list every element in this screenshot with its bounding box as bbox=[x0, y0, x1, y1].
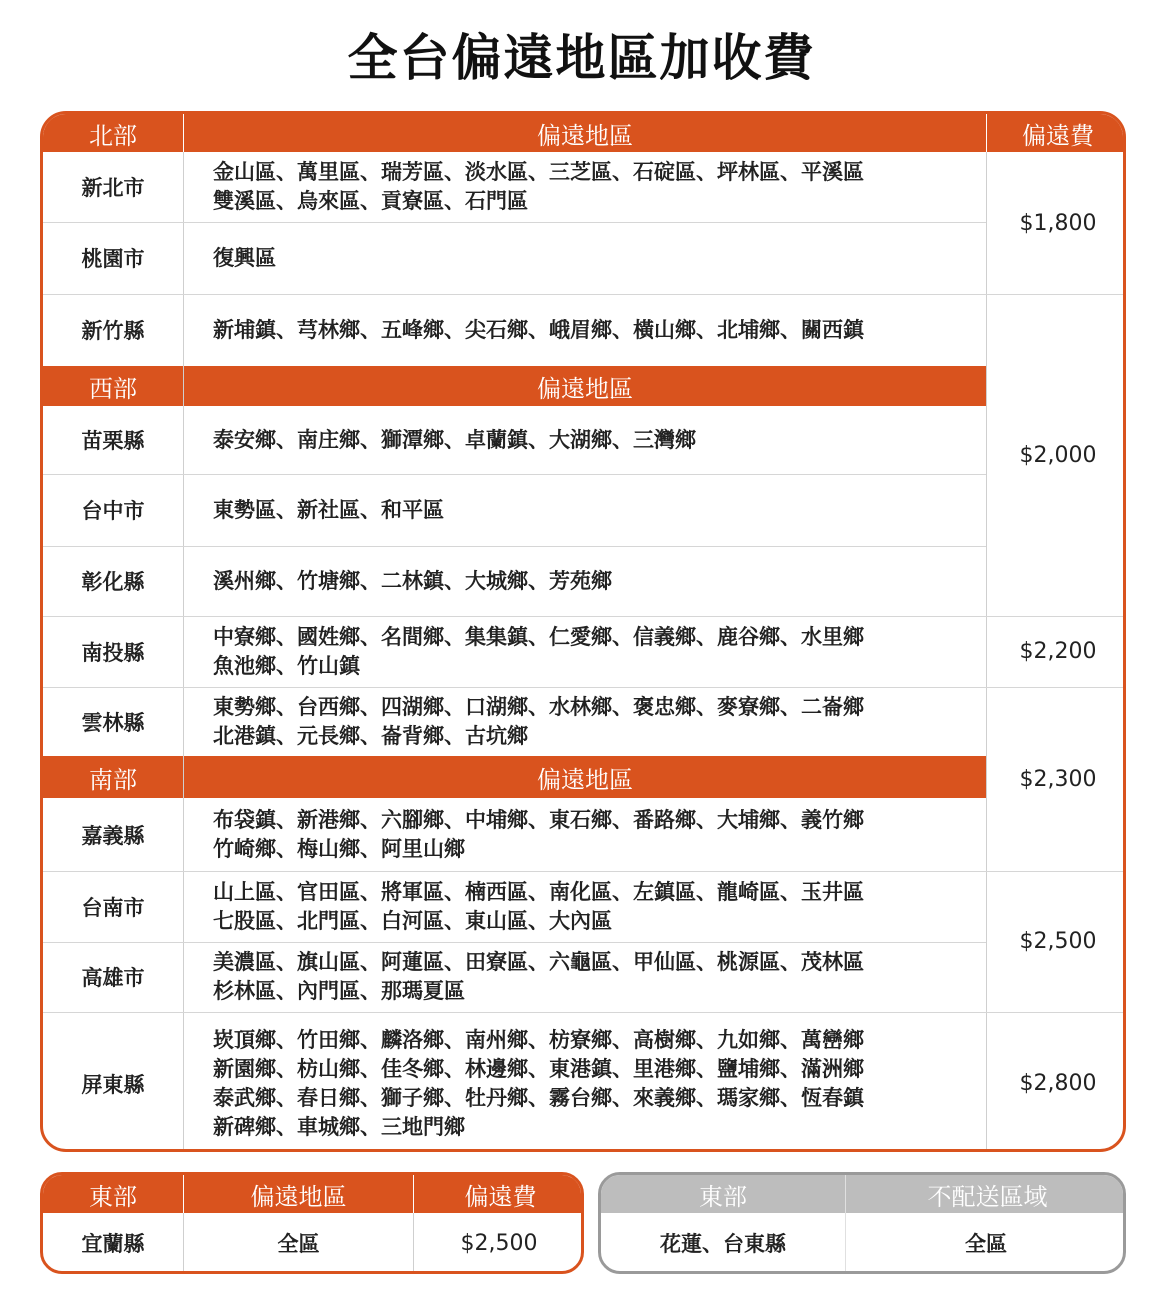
east-header-fee-label: 偏遠費 bbox=[464, 1182, 537, 1211]
nodelivery-header-region bbox=[601, 1175, 845, 1213]
no-delivery-table bbox=[598, 1172, 1126, 1274]
area-line: 崁頂鄉、竹田鄉、麟洛鄉、南州鄉、枋寮鄉、高樹鄉、九如鄉、萬巒鄉 bbox=[213, 1027, 864, 1052]
area-line: 北港鎮、元長鄉、崙背鄉、古坑鄉 bbox=[213, 723, 528, 748]
header-remote-area bbox=[184, 114, 986, 152]
area-line: 美濃區、旗山區、阿蓮區、田寮區、六龜區、甲仙區、桃源區、茂林區 bbox=[213, 950, 864, 974]
row-city: 台南市 bbox=[81, 895, 145, 920]
area-line: 魚池鄉、竹山鎮 bbox=[213, 653, 360, 678]
east-header-area bbox=[184, 1175, 413, 1213]
fee-value: $2,000 bbox=[1019, 442, 1097, 468]
header-south bbox=[43, 756, 183, 798]
area-line: 新園鄉、枋山鄉、佳冬鄉、林邊鄉、東港鎮、里港鄉、鹽埔鄉、滿洲鄉 bbox=[213, 1056, 864, 1081]
row-areas bbox=[213, 294, 993, 366]
nodelivery-header-zone bbox=[846, 1175, 1126, 1213]
area-line: 山上區、官田區、將軍區、楠西區、南化區、左鎮區、龍崎區、玉井區 bbox=[213, 879, 864, 904]
east-header-region-label: 東部 bbox=[89, 1182, 137, 1211]
row-areas bbox=[213, 546, 993, 616]
header-west-remote-area bbox=[184, 366, 986, 406]
header-fee-label: 偏遠費 bbox=[1022, 121, 1094, 150]
area-line: 新碑鄉、車城鄉、三地門鄉 bbox=[213, 1114, 465, 1139]
header-south-remote-area bbox=[184, 756, 986, 798]
east-city: 宜蘭縣 bbox=[81, 1232, 145, 1256]
row-city: 彰化縣 bbox=[81, 570, 145, 594]
area-line: 布袋鎮、新港鄉、六腳鄉、中埔鄉、東石鄉、番路鄉、大埔鄉、義竹鄉 bbox=[213, 807, 864, 832]
row-areas bbox=[213, 406, 993, 474]
header-west bbox=[43, 366, 183, 406]
area-line: 泰安鄉、南庄鄉、獅潭鄉、卓蘭鎮、大湖鄉、三灣鄉 bbox=[213, 427, 696, 452]
east-header-fee bbox=[414, 1175, 584, 1213]
header-remote-area-label: 偏遠地區 bbox=[537, 121, 633, 150]
row-city: 台中市 bbox=[81, 499, 145, 523]
page-title: 全台偏遠地區加收費 bbox=[347, 29, 816, 87]
row-city: 桃園市 bbox=[81, 247, 145, 271]
fee-value: $2,200 bbox=[1019, 639, 1097, 664]
row-city: 嘉義縣 bbox=[81, 823, 145, 848]
area-line: 中寮鄉、國姓鄉、名間鄉、集集鎮、仁愛鄉、信義鄉、鹿谷鄉、水里鄉 bbox=[213, 624, 864, 649]
area-line: 溪州鄉、竹塘鄉、二林鎮、大城鄉、芳苑鄉 bbox=[213, 568, 612, 593]
area-line: 金山區、萬里區、瑞芳區、淡水區、三芝區、石碇區、坪林區、平溪區 bbox=[213, 160, 864, 184]
row-areas bbox=[213, 1012, 993, 1152]
area-line: 東勢區、新社區、和平區 bbox=[213, 497, 444, 522]
east-header-area-label: 偏遠地區 bbox=[250, 1182, 347, 1211]
row-areas bbox=[213, 798, 993, 871]
east-area: 全區 bbox=[277, 1232, 320, 1256]
nodelivery-header-region-label: 東部 bbox=[699, 1182, 747, 1211]
area-line: 東勢鄉、台西鄉、四湖鄉、口湖鄉、水林鄉、褒忠鄉、麥寮鄉、二崙鄉 bbox=[213, 694, 864, 719]
row-areas bbox=[213, 222, 993, 294]
row-city: 屏東縣 bbox=[81, 1072, 145, 1097]
divider bbox=[183, 152, 184, 1152]
area-line: 復興區 bbox=[213, 245, 276, 270]
area-line: 杉林區、內門區、那瑪夏區 bbox=[213, 979, 465, 1003]
header-north bbox=[43, 114, 183, 152]
row-city: 新北市 bbox=[81, 176, 145, 200]
row-city: 苗栗縣 bbox=[81, 429, 145, 453]
row-areas bbox=[213, 687, 993, 756]
header-fee bbox=[987, 114, 1126, 152]
row-areas bbox=[213, 942, 993, 1012]
header-west-label: 西部 bbox=[89, 374, 137, 403]
fee-value: $1,800 bbox=[1019, 210, 1097, 236]
fee-value: $2,500 bbox=[1019, 929, 1097, 954]
east-fee-table bbox=[40, 1172, 584, 1274]
header-north-label: 北部 bbox=[89, 121, 137, 150]
area-line: 泰武鄉、春日鄉、獅子鄉、牡丹鄉、霧台鄉、來義鄉、瑪家鄉、恆春鎮 bbox=[213, 1085, 864, 1110]
east-header-region bbox=[43, 1175, 183, 1213]
fee-value: $2,300 bbox=[1019, 766, 1097, 792]
header-south-label: 南部 bbox=[89, 765, 137, 794]
row-areas bbox=[213, 616, 993, 687]
row-city: 雲林縣 bbox=[81, 710, 145, 735]
row-city: 南投縣 bbox=[81, 640, 145, 665]
row-areas bbox=[213, 871, 993, 942]
row-city: 新竹縣 bbox=[81, 319, 145, 343]
row-city: 高雄市 bbox=[81, 966, 145, 990]
nodelivery-header-zone-label: 不配送區域 bbox=[927, 1182, 1048, 1211]
east-fee: $2,500 bbox=[460, 1230, 538, 1256]
row-areas bbox=[213, 474, 993, 546]
header-south-remote-area-label: 偏遠地區 bbox=[537, 765, 633, 794]
area-line: 竹崎鄉、梅山鄉、阿里山鄉 bbox=[213, 836, 465, 861]
area-line: 雙溪區、烏來區、貢寮區、石門區 bbox=[213, 189, 528, 213]
area-line: 新埔鎮、芎林鄉、五峰鄉、尖石鄉、峨眉鄉、橫山鄉、北埔鄉、關西鎮 bbox=[213, 317, 864, 342]
fee-value: $2,800 bbox=[1019, 1071, 1097, 1096]
nodelivery-zone: 全區 bbox=[965, 1232, 1007, 1256]
nodelivery-cities: 花蓮、台東縣 bbox=[660, 1232, 786, 1256]
remote-fee-table bbox=[40, 111, 1126, 1152]
row-areas bbox=[213, 152, 993, 222]
header-west-remote-area-label: 偏遠地區 bbox=[537, 374, 633, 403]
area-line: 七股區、北門區、白河區、東山區、大內區 bbox=[213, 908, 612, 933]
